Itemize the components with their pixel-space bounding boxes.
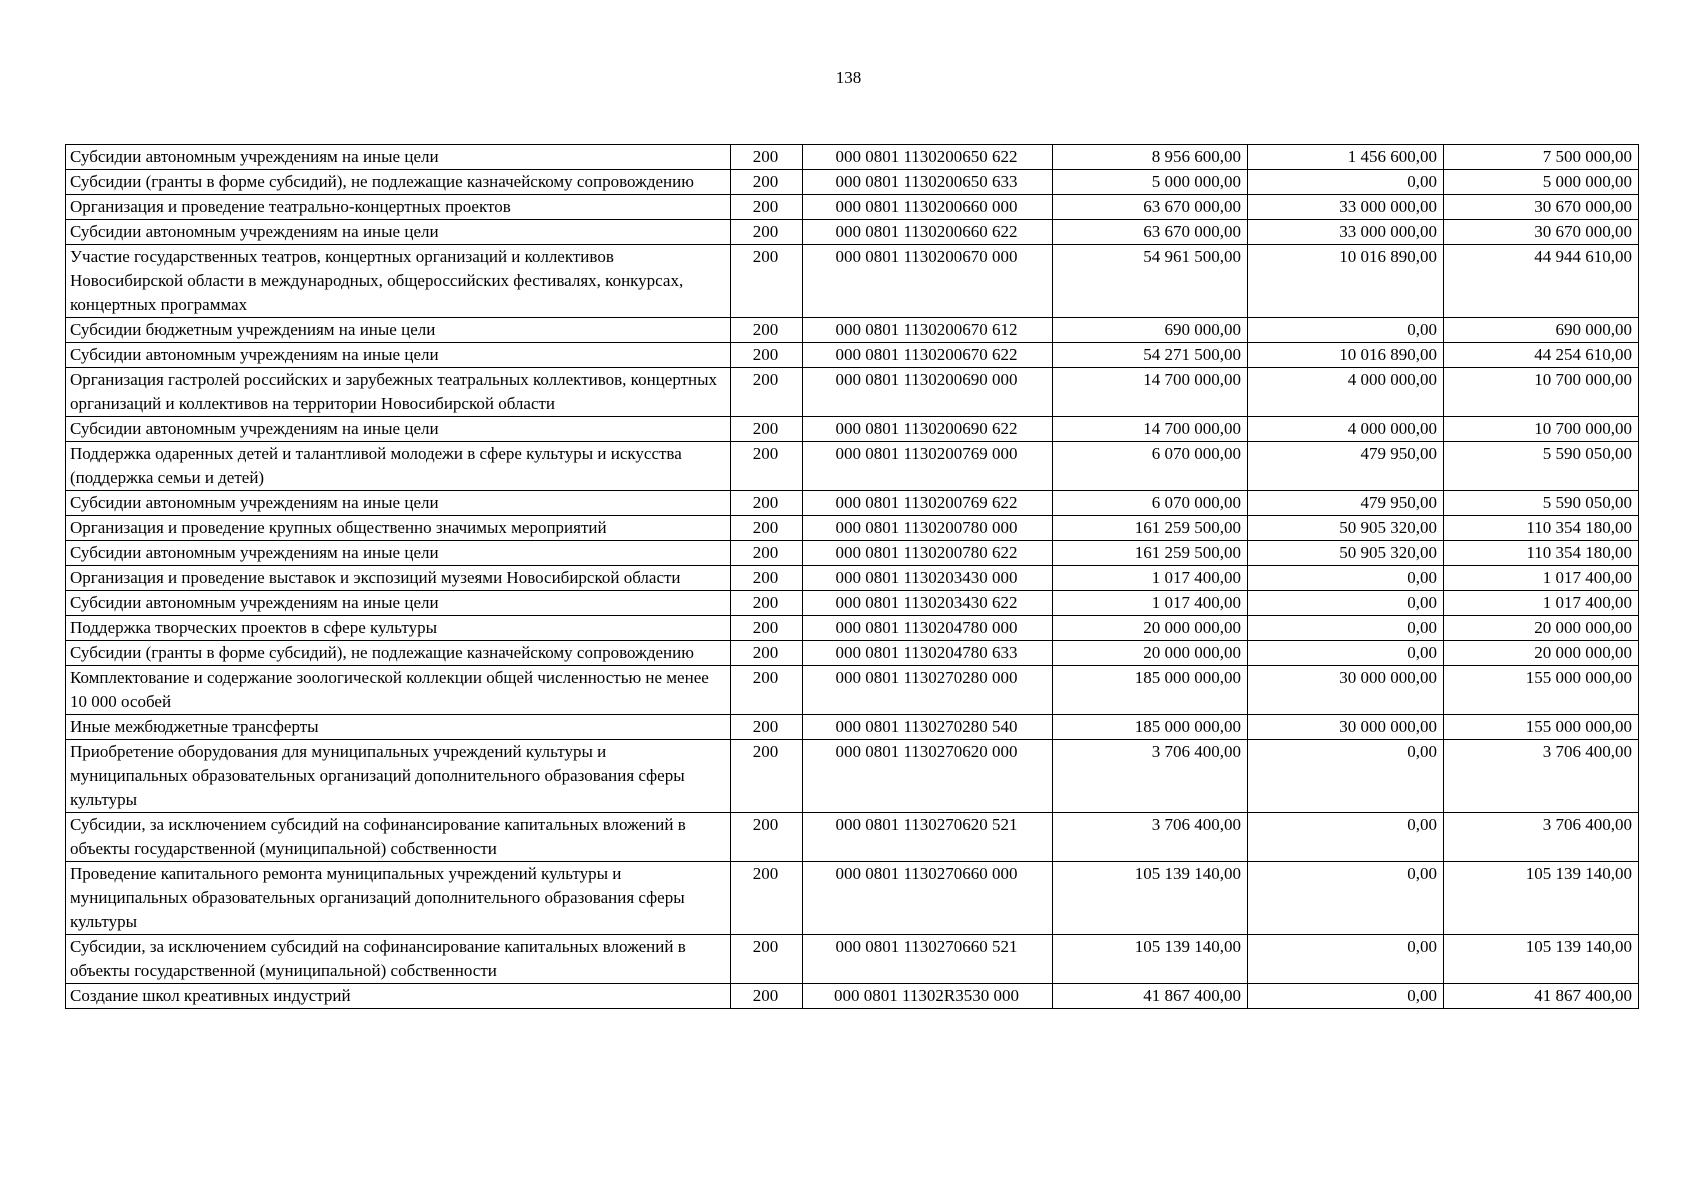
row-total-cell: 110 354 180,00 [1444, 516, 1639, 541]
row-change-cell: 30 000 000,00 [1248, 666, 1444, 715]
row-code-cell: 200 [731, 245, 803, 318]
row-kbk-cell: 000 0801 1130270620 521 [803, 813, 1053, 862]
row-kbk-cell: 000 0801 1130200670 000 [803, 245, 1053, 318]
row-code-cell: 200 [731, 862, 803, 935]
row-kbk-cell: 000 0801 1130200780 000 [803, 516, 1053, 541]
row-kbk-cell: 000 0801 1130270620 000 [803, 740, 1053, 813]
table-row [66, 220, 1639, 245]
row-code-cell: 200 [731, 491, 803, 516]
table-row [66, 195, 1639, 220]
row-name-cell: Субсидии (гранты в форме субсидий), не подлежащие казначейскому сопровождению [66, 641, 731, 666]
row-sum-cell: 1 017 400,00 [1053, 566, 1248, 591]
row-change-cell: 33 000 000,00 [1248, 195, 1444, 220]
row-code-cell: 200 [731, 740, 803, 813]
row-change-cell: 479 950,00 [1248, 491, 1444, 516]
row-total-cell: 10 700 000,00 [1444, 368, 1639, 417]
row-total-cell: 3 706 400,00 [1444, 740, 1639, 813]
row-total-cell: 1 017 400,00 [1444, 566, 1639, 591]
row-change-cell: 50 905 320,00 [1248, 516, 1444, 541]
row-sum-cell: 8 956 600,00 [1053, 145, 1248, 170]
row-code-cell: 200 [731, 666, 803, 715]
row-change-cell: 10 016 890,00 [1248, 343, 1444, 368]
row-kbk-cell: 000 0801 1130203430 622 [803, 591, 1053, 616]
row-total-cell: 110 354 180,00 [1444, 541, 1639, 566]
row-change-cell: 479 950,00 [1248, 442, 1444, 491]
row-sum-cell: 54 961 500,00 [1053, 245, 1248, 318]
row-name-cell: Иные межбюджетные трансферты [66, 715, 731, 740]
row-change-cell: 50 905 320,00 [1248, 541, 1444, 566]
row-kbk-cell: 000 0801 1130200650 633 [803, 170, 1053, 195]
row-kbk-cell: 000 0801 1130200780 622 [803, 541, 1053, 566]
row-sum-cell: 161 259 500,00 [1053, 516, 1248, 541]
row-kbk-cell: 000 0801 1130200690 622 [803, 417, 1053, 442]
row-total-cell: 5 590 050,00 [1444, 442, 1639, 491]
row-change-cell: 4 000 000,00 [1248, 417, 1444, 442]
row-sum-cell: 14 700 000,00 [1053, 368, 1248, 417]
row-code-cell: 200 [731, 516, 803, 541]
table-row [66, 862, 1639, 935]
row-change-cell: 0,00 [1248, 566, 1444, 591]
row-total-cell: 20 000 000,00 [1444, 641, 1639, 666]
row-name-cell: Участие государственных театров, концертных организаций и коллективов Новосибирской области в международных, общероссийских фестивалях, конкурсах, концертных программах [66, 245, 731, 318]
row-code-cell: 200 [731, 541, 803, 566]
row-kbk-cell: 000 0801 1130200650 622 [803, 145, 1053, 170]
row-kbk-cell: 000 0801 1130200660 000 [803, 195, 1053, 220]
table-row [66, 145, 1639, 170]
row-total-cell: 30 670 000,00 [1444, 195, 1639, 220]
row-code-cell: 200 [731, 616, 803, 641]
table-row [66, 170, 1639, 195]
row-name-cell: Субсидии, за исключением субсидий на софинансирование капитальных вложений в объекты государственной (муниципальной) собственности [66, 813, 731, 862]
table-row [66, 641, 1639, 666]
row-name-cell: Субсидии (гранты в форме субсидий), не подлежащие казначейскому сопровождению [66, 170, 731, 195]
row-sum-cell: 161 259 500,00 [1053, 541, 1248, 566]
row-sum-cell: 690 000,00 [1053, 318, 1248, 343]
row-change-cell: 0,00 [1248, 813, 1444, 862]
row-sum-cell: 185 000 000,00 [1053, 666, 1248, 715]
row-name-cell: Поддержка одаренных детей и талантливой молодежи в сфере культуры и искусства (поддержка семьи и детей) [66, 442, 731, 491]
table-row [66, 541, 1639, 566]
row-name-cell: Организация и проведение театрально-концертных проектов [66, 195, 731, 220]
row-total-cell: 7 500 000,00 [1444, 145, 1639, 170]
row-code-cell: 200 [731, 195, 803, 220]
table-row [66, 442, 1639, 491]
table-row [66, 516, 1639, 541]
row-name-cell: Субсидии автономным учреждениям на иные цели [66, 591, 731, 616]
row-kbk-cell: 000 0801 11302R3530 000 [803, 984, 1053, 1009]
row-code-cell: 200 [731, 170, 803, 195]
table-row [66, 566, 1639, 591]
row-code-cell: 200 [731, 591, 803, 616]
row-kbk-cell: 000 0801 1130200670 622 [803, 343, 1053, 368]
row-total-cell: 44 944 610,00 [1444, 245, 1639, 318]
row-name-cell: Субсидии, за исключением субсидий на софинансирование капитальных вложений в объекты государственной (муниципальной) собственности [66, 935, 731, 984]
table-row [66, 616, 1639, 641]
row-total-cell: 5 000 000,00 [1444, 170, 1639, 195]
table-row [66, 318, 1639, 343]
row-code-cell: 200 [731, 318, 803, 343]
row-change-cell: 0,00 [1248, 318, 1444, 343]
row-name-cell: Субсидии автономным учреждениям на иные цели [66, 343, 731, 368]
row-change-cell: 4 000 000,00 [1248, 368, 1444, 417]
row-kbk-cell: 000 0801 1130200690 000 [803, 368, 1053, 417]
row-kbk-cell: 000 0801 1130200769 622 [803, 491, 1053, 516]
row-sum-cell: 1 017 400,00 [1053, 591, 1248, 616]
row-change-cell: 0,00 [1248, 862, 1444, 935]
table-row [66, 715, 1639, 740]
row-name-cell: Организация и проведение крупных общественно значимых мероприятий [66, 516, 731, 541]
table-row [66, 813, 1639, 862]
row-code-cell: 200 [731, 442, 803, 491]
row-sum-cell: 105 139 140,00 [1053, 935, 1248, 984]
table-row [66, 491, 1639, 516]
row-sum-cell: 5 000 000,00 [1053, 170, 1248, 195]
row-kbk-cell: 000 0801 1130200670 612 [803, 318, 1053, 343]
row-name-cell: Организация и проведение выставок и экспозиций музеями Новосибирской области [66, 566, 731, 591]
row-kbk-cell: 000 0801 1130200769 000 [803, 442, 1053, 491]
row-sum-cell: 3 706 400,00 [1053, 813, 1248, 862]
row-kbk-cell: 000 0801 1130270280 540 [803, 715, 1053, 740]
row-sum-cell: 14 700 000,00 [1053, 417, 1248, 442]
table-row [66, 245, 1639, 318]
row-change-cell: 0,00 [1248, 170, 1444, 195]
row-total-cell: 155 000 000,00 [1444, 715, 1639, 740]
row-change-cell: 30 000 000,00 [1248, 715, 1444, 740]
row-total-cell: 30 670 000,00 [1444, 220, 1639, 245]
row-sum-cell: 20 000 000,00 [1053, 641, 1248, 666]
row-total-cell: 41 867 400,00 [1444, 984, 1639, 1009]
row-code-cell: 200 [731, 984, 803, 1009]
row-kbk-cell: 000 0801 1130200660 622 [803, 220, 1053, 245]
row-name-cell: Субсидии автономным учреждениям на иные цели [66, 220, 731, 245]
row-change-cell: 1 456 600,00 [1248, 145, 1444, 170]
row-kbk-cell: 000 0801 1130270660 000 [803, 862, 1053, 935]
row-sum-cell: 63 670 000,00 [1053, 220, 1248, 245]
row-sum-cell: 185 000 000,00 [1053, 715, 1248, 740]
row-code-cell: 200 [731, 715, 803, 740]
row-code-cell: 200 [731, 343, 803, 368]
budget-table-body [66, 145, 1639, 1009]
row-code-cell: 200 [731, 220, 803, 245]
table-row [66, 368, 1639, 417]
row-name-cell: Субсидии бюджетным учреждениям на иные цели [66, 318, 731, 343]
table-row [66, 935, 1639, 984]
row-sum-cell: 3 706 400,00 [1053, 740, 1248, 813]
row-kbk-cell: 000 0801 1130203430 000 [803, 566, 1053, 591]
row-name-cell: Поддержка творческих проектов в сфере культуры [66, 616, 731, 641]
row-name-cell: Организация гастролей российских и зарубежных театральных коллективов, концертных организаций и коллективов на территории Новосибирской области [66, 368, 731, 417]
row-name-cell: Комплектование и содержание зоологической коллекции общей численностью не менее 10 000 особей [66, 666, 731, 715]
row-change-cell: 10 016 890,00 [1248, 245, 1444, 318]
row-total-cell: 1 017 400,00 [1444, 591, 1639, 616]
row-name-cell: Субсидии автономным учреждениям на иные цели [66, 491, 731, 516]
table-row [66, 984, 1639, 1009]
row-name-cell: Создание школ креативных индустрий [66, 984, 731, 1009]
row-change-cell: 0,00 [1248, 935, 1444, 984]
table-row [66, 740, 1639, 813]
row-code-cell: 200 [731, 368, 803, 417]
row-change-cell: 0,00 [1248, 740, 1444, 813]
row-sum-cell: 20 000 000,00 [1053, 616, 1248, 641]
row-total-cell: 44 254 610,00 [1444, 343, 1639, 368]
row-name-cell: Субсидии автономным учреждениям на иные цели [66, 541, 731, 566]
row-sum-cell: 6 070 000,00 [1053, 442, 1248, 491]
table-row [66, 343, 1639, 368]
row-code-cell: 200 [731, 641, 803, 666]
row-sum-cell: 6 070 000,00 [1053, 491, 1248, 516]
row-code-cell: 200 [731, 566, 803, 591]
table-row [66, 591, 1639, 616]
row-code-cell: 200 [731, 417, 803, 442]
table-row [66, 666, 1639, 715]
row-name-cell: Субсидии автономным учреждениям на иные цели [66, 417, 731, 442]
row-sum-cell: 54 271 500,00 [1053, 343, 1248, 368]
row-sum-cell: 41 867 400,00 [1053, 984, 1248, 1009]
budget-table [65, 144, 1639, 1009]
row-code-cell: 200 [731, 813, 803, 862]
table-row [66, 417, 1639, 442]
row-total-cell: 20 000 000,00 [1444, 616, 1639, 641]
row-total-cell: 5 590 050,00 [1444, 491, 1639, 516]
row-code-cell: 200 [731, 935, 803, 984]
row-change-cell: 0,00 [1248, 984, 1444, 1009]
row-total-cell: 3 706 400,00 [1444, 813, 1639, 862]
row-kbk-cell: 000 0801 1130270280 000 [803, 666, 1053, 715]
row-change-cell: 0,00 [1248, 591, 1444, 616]
row-change-cell: 33 000 000,00 [1248, 220, 1444, 245]
row-change-cell: 0,00 [1248, 616, 1444, 641]
row-total-cell: 155 000 000,00 [1444, 666, 1639, 715]
row-kbk-cell: 000 0801 1130270660 521 [803, 935, 1053, 984]
row-total-cell: 10 700 000,00 [1444, 417, 1639, 442]
row-total-cell: 105 139 140,00 [1444, 862, 1639, 935]
row-sum-cell: 105 139 140,00 [1053, 862, 1248, 935]
row-name-cell: Приобретение оборудования для муниципальных учреждений культуры и муниципальных образовательных организаций дополнительного образования сферы культуры [66, 740, 731, 813]
row-sum-cell: 63 670 000,00 [1053, 195, 1248, 220]
row-code-cell: 200 [731, 145, 803, 170]
page-number: 138 [835, 68, 862, 87]
row-name-cell: Проведение капитального ремонта муниципальных учреждений культуры и муниципальных образовательных организаций дополнительного образования сферы культуры [66, 862, 731, 935]
row-total-cell: 690 000,00 [1444, 318, 1639, 343]
row-kbk-cell: 000 0801 1130204780 633 [803, 641, 1053, 666]
row-total-cell: 105 139 140,00 [1444, 935, 1639, 984]
row-kbk-cell: 000 0801 1130204780 000 [803, 616, 1053, 641]
row-name-cell: Субсидии автономным учреждениям на иные цели [66, 145, 731, 170]
row-change-cell: 0,00 [1248, 641, 1444, 666]
